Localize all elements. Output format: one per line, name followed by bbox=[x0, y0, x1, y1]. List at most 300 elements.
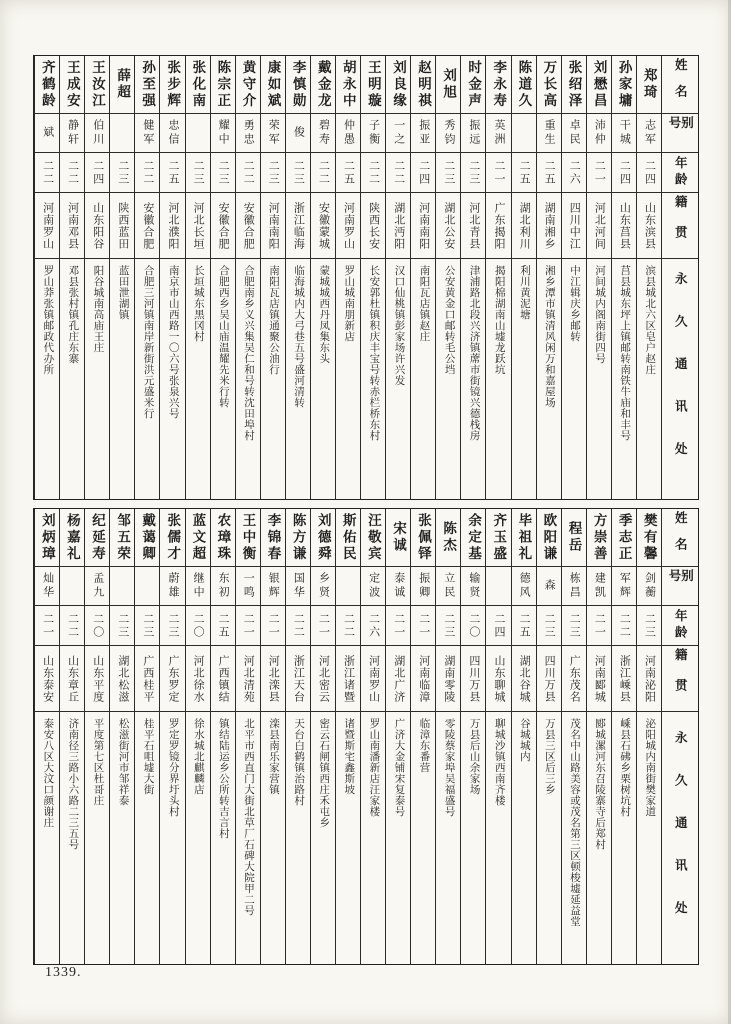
entry-column bbox=[410, 509, 435, 964]
name-cell: 陈杰 bbox=[436, 509, 460, 567]
age-cell: 二三 bbox=[286, 153, 310, 193]
age-cell: 二二 bbox=[386, 153, 410, 193]
entry-column bbox=[335, 56, 360, 499]
address-cell: 广济大金铺宋复泰号 bbox=[393, 718, 405, 817]
native-place-cell: 广东罗定 bbox=[160, 646, 184, 712]
name-cell: 齐玉盛 bbox=[486, 509, 510, 567]
address-cell: 湘乡潭市镇清风闲万和嘉屋场 bbox=[543, 265, 555, 408]
native-place-cell: 湖南零陵 bbox=[436, 646, 460, 712]
entry-column bbox=[435, 56, 460, 499]
address-cell: 北平市西直门大街北草厂石碑大院甲二号 bbox=[242, 718, 254, 916]
address-cell: 临海城内大弓巷五号盛河清转 bbox=[293, 265, 305, 408]
name-cell: 张化南 bbox=[186, 56, 210, 114]
alias-cell: 斌 bbox=[35, 114, 59, 153]
age-cell: 二六 bbox=[562, 153, 586, 193]
native-place-cell: 广西桂平 bbox=[135, 646, 159, 712]
address-cell: 津浦路北段兴济镇蓆市街镜兴德栈房 bbox=[468, 265, 480, 441]
native-place-cell: 四川万县 bbox=[461, 646, 485, 712]
entry-column bbox=[134, 509, 159, 964]
name-cell: 胡永中 bbox=[336, 56, 360, 114]
alias-cell: 卓民 bbox=[562, 114, 586, 153]
name-cell: 蓝文超 bbox=[186, 509, 210, 567]
native-place-cell: 河南罗山 bbox=[361, 646, 385, 712]
age-cell: 二四 bbox=[637, 153, 661, 193]
name-cell: 张步辉 bbox=[160, 56, 184, 114]
age-cell: 二二 bbox=[60, 606, 84, 646]
header-label-address: 永久通讯处 bbox=[673, 271, 688, 485]
age-cell: 二五 bbox=[512, 606, 536, 646]
age-cell: 二三 bbox=[537, 606, 561, 646]
address-cell: 嵊县石砩乡栗树坑村 bbox=[619, 718, 631, 817]
name-cell: 杨嘉礼 bbox=[60, 509, 84, 567]
entry-column bbox=[636, 56, 661, 499]
entry-column bbox=[134, 56, 159, 499]
entry-column bbox=[485, 509, 510, 964]
age-cell: 二五 bbox=[336, 153, 360, 193]
page-number: 1339. bbox=[45, 965, 82, 980]
alias-cell: 乡贤 bbox=[311, 567, 335, 606]
address-cell: 南阳瓦店镇赵庄 bbox=[418, 265, 430, 342]
entry-column bbox=[310, 56, 335, 499]
native-place-cell: 四川万县 bbox=[537, 646, 561, 712]
name-cell: 刘旭 bbox=[436, 56, 460, 114]
native-place-cell: 广西镇结 bbox=[211, 646, 235, 712]
address-cell: 诸暨斯宅鑫斯坡 bbox=[343, 718, 355, 795]
address-cell: 聊城沙镇西南齐楼 bbox=[493, 718, 505, 806]
alias-cell: 东初 bbox=[211, 567, 235, 606]
entry-column bbox=[460, 509, 485, 964]
alias-cell: 振远 bbox=[461, 114, 485, 153]
name-cell: 李永寿 bbox=[486, 56, 510, 114]
age-cell: 二二 bbox=[612, 606, 636, 646]
name-cell: 王成安 bbox=[60, 56, 84, 114]
name-cell: 张绍泽 bbox=[562, 56, 586, 114]
address-cell: 郾城漯河东召陵寨寺后郑村 bbox=[594, 718, 606, 850]
header-column-bottom bbox=[661, 509, 698, 964]
native-place-cell: 山东莒县 bbox=[612, 193, 636, 259]
age-cell: 二二 bbox=[60, 153, 84, 193]
native-place-cell: 湖北谷城 bbox=[512, 646, 536, 712]
native-place-cell: 湖北利川 bbox=[512, 193, 536, 259]
name-cell: 张佩铎 bbox=[411, 509, 435, 567]
entry-column bbox=[260, 509, 285, 964]
name-cell: 孙至强 bbox=[135, 56, 159, 114]
age-cell: 二一 bbox=[486, 153, 510, 193]
address-cell: 长垣城东黑冈村 bbox=[192, 265, 204, 342]
alias-cell: 耀中 bbox=[211, 114, 235, 153]
age-cell: 二三 bbox=[186, 153, 210, 193]
age-cell: 二三 bbox=[436, 153, 460, 193]
alias-cell: 碧寿 bbox=[311, 114, 335, 153]
name-cell: 刘良缘 bbox=[386, 56, 410, 114]
name-cell: 孙家墉 bbox=[612, 56, 636, 114]
address-cell: 长安郭杜镇积庆丰宝号转赤栏桥东村 bbox=[368, 265, 380, 441]
address-cell: 茂名中山路美容或茂名第三区顿梭墟延益堂 bbox=[568, 718, 580, 927]
entry-column bbox=[636, 509, 661, 964]
alias-cell: 灿华 bbox=[35, 567, 59, 606]
alias-cell bbox=[512, 114, 536, 153]
alias-cell bbox=[135, 567, 159, 606]
address-cell: 汉口仙桃镇彭家场许兴发 bbox=[393, 265, 405, 386]
native-place-cell: 河北滦县 bbox=[261, 646, 285, 712]
native-place-cell: 广东揭阳 bbox=[486, 193, 510, 259]
native-place-cell: 浙江诸暨 bbox=[336, 646, 360, 712]
age-cell: 二一 bbox=[261, 606, 285, 646]
alias-cell: 重生 bbox=[537, 114, 561, 153]
tables-area bbox=[33, 55, 699, 965]
address-cell: 谷城城内 bbox=[518, 718, 530, 762]
address-cell: 密云石闸镇西庄禾屯乡 bbox=[318, 718, 330, 828]
age-cell: 二〇 bbox=[461, 606, 485, 646]
native-place-cell: 山东泰安 bbox=[35, 646, 59, 712]
age-cell: 二五 bbox=[211, 606, 235, 646]
native-place-cell: 陕西蓝田 bbox=[110, 193, 134, 259]
address-cell: 利川黄泥塘 bbox=[518, 265, 530, 320]
address-cell: 零陵蔡家埠吴福盛号 bbox=[443, 718, 455, 817]
native-place-cell: 山东平度 bbox=[85, 646, 109, 712]
native-place-cell: 湖北沔阳 bbox=[386, 193, 410, 259]
name-cell: 余定基 bbox=[461, 509, 485, 567]
native-place-cell: 安徽合肥 bbox=[236, 193, 260, 259]
native-place-cell: 河南南阳 bbox=[261, 193, 285, 259]
alias-cell: 仲愚 bbox=[336, 114, 360, 153]
entry-column bbox=[285, 509, 310, 964]
address-cell: 蓝田泄湖镇 bbox=[117, 265, 129, 320]
native-place-cell: 河南罗山 bbox=[35, 193, 59, 259]
address-cell: 阳谷城南高庙王庄 bbox=[92, 265, 104, 353]
alias-cell: 振卿 bbox=[411, 567, 435, 606]
entry-column bbox=[360, 509, 385, 964]
alias-cell: 荣军 bbox=[261, 114, 285, 153]
age-cell: 二二 bbox=[336, 606, 360, 646]
alias-cell: 继中 bbox=[186, 567, 210, 606]
name-cell: 张儒才 bbox=[160, 509, 184, 567]
address-cell: 天台白鹤镇治路村 bbox=[293, 718, 305, 806]
address-cell: 罗定罗镜分界圩头村 bbox=[167, 718, 179, 817]
native-place-cell: 河北徐水 bbox=[186, 646, 210, 712]
entry-column bbox=[360, 56, 385, 499]
name-cell: 陈宗正 bbox=[211, 56, 235, 114]
alias-cell: 勇忠 bbox=[236, 114, 260, 153]
address-cell: 蒙城城西丹凤集东头 bbox=[318, 265, 330, 364]
alias-cell: 干城 bbox=[612, 114, 636, 153]
alias-cell: 志军 bbox=[637, 114, 661, 153]
native-place-cell: 山东聊城 bbox=[486, 646, 510, 712]
name-cell: 戴金龙 bbox=[311, 56, 335, 114]
native-place-cell: 湖北公安 bbox=[436, 193, 460, 259]
native-place-cell: 四川中江 bbox=[562, 193, 586, 259]
name-cell: 戴蔼卿 bbox=[135, 509, 159, 567]
age-cell: 二一 bbox=[311, 606, 335, 646]
native-place-cell: 河北密云 bbox=[311, 646, 335, 712]
name-cell: 邹五荣 bbox=[110, 509, 134, 567]
alias-cell: 德风 bbox=[512, 567, 536, 606]
alias-cell: 一之 bbox=[386, 114, 410, 153]
native-place-cell: 河北濮阳 bbox=[160, 193, 184, 259]
registry-table-bottom bbox=[33, 508, 699, 965]
age-cell: 二三 bbox=[562, 606, 586, 646]
header-label-age: 年龄 bbox=[662, 606, 698, 646]
native-place-cell: 河北清苑 bbox=[236, 646, 260, 712]
alias-cell bbox=[486, 567, 510, 606]
native-place-cell: 湖南湘乡 bbox=[537, 193, 561, 259]
age-cell: 二二 bbox=[286, 606, 310, 646]
alias-cell: 沛仲 bbox=[587, 114, 611, 153]
alias-cell: 秀钧 bbox=[436, 114, 460, 153]
name-cell: 农璋珠 bbox=[211, 509, 235, 567]
alias-cell: 俊 bbox=[286, 114, 310, 153]
alias-cell: 英洲 bbox=[486, 114, 510, 153]
alias-cell: 孟九 bbox=[85, 567, 109, 606]
native-place-cell: 安徽合肥 bbox=[135, 193, 159, 259]
header-label-native: 籍贯 bbox=[662, 193, 698, 259]
age-cell: 二三 bbox=[110, 606, 134, 646]
entry-column bbox=[159, 509, 184, 964]
address-cell: 合肥三河镇南岸新街洪元盛米行 bbox=[142, 265, 154, 419]
entry-column bbox=[536, 56, 561, 499]
entry-column bbox=[210, 509, 235, 964]
entry-column bbox=[511, 56, 536, 499]
name-cell: 宋诚 bbox=[386, 509, 410, 567]
name-cell: 毕祖礼 bbox=[512, 509, 536, 567]
age-cell: 二四 bbox=[85, 153, 109, 193]
address-cell: 徐水城北麒麟店 bbox=[192, 718, 204, 795]
header-label-name: 姓名 bbox=[662, 509, 698, 567]
entry-column bbox=[109, 509, 134, 964]
entry-column bbox=[385, 56, 410, 499]
address-cell: 滨县城北六区皂户赵庄 bbox=[644, 265, 656, 375]
alias-cell bbox=[110, 567, 134, 606]
name-cell: 方崇善 bbox=[587, 509, 611, 567]
alias-cell bbox=[110, 114, 134, 153]
alias-cell: 军辉 bbox=[612, 567, 636, 606]
name-cell: 李锦春 bbox=[261, 509, 285, 567]
entry-column bbox=[59, 56, 84, 499]
header-label-age: 年龄 bbox=[662, 153, 698, 193]
age-cell: 二一 bbox=[411, 606, 435, 646]
address-cell: 河间城内阁南街四号 bbox=[594, 265, 606, 364]
alias-cell bbox=[186, 114, 210, 153]
native-place-cell: 湖北松滋 bbox=[110, 646, 134, 712]
entry-column bbox=[210, 56, 235, 499]
entry-column bbox=[561, 509, 586, 964]
age-cell: 二二 bbox=[311, 153, 335, 193]
native-place-cell: 河北长垣 bbox=[186, 193, 210, 259]
entry-column bbox=[185, 56, 210, 499]
address-cell: 镇结陆运乡公所转吉言村 bbox=[217, 718, 229, 839]
entry-column bbox=[260, 56, 285, 499]
entry-column bbox=[611, 56, 636, 499]
native-place-cell: 山东章丘 bbox=[60, 646, 84, 712]
address-cell: 桂平石咀墟大街 bbox=[142, 718, 154, 795]
name-cell: 欧阳谦 bbox=[537, 509, 561, 567]
native-place-cell: 河南罗山 bbox=[336, 193, 360, 259]
native-place-cell: 安徽合肥 bbox=[211, 193, 235, 259]
name-cell: 时金声 bbox=[461, 56, 485, 114]
entry-column bbox=[611, 509, 636, 964]
age-cell: 二三 bbox=[461, 153, 485, 193]
name-cell: 王汝江 bbox=[85, 56, 109, 114]
alias-cell: 建凯 bbox=[587, 567, 611, 606]
entry-column bbox=[485, 56, 510, 499]
name-cell: 万长高 bbox=[537, 56, 561, 114]
entry-column bbox=[586, 509, 611, 964]
age-cell: 二三 bbox=[436, 606, 460, 646]
alias-cell: 静轩 bbox=[60, 114, 84, 153]
name-cell: 齐鹤龄 bbox=[35, 56, 59, 114]
native-place-cell: 浙江临海 bbox=[286, 193, 310, 259]
age-cell: 二三 bbox=[160, 606, 184, 646]
native-place-cell: 山东滨县 bbox=[637, 193, 661, 259]
native-place-cell: 湖北广济 bbox=[386, 646, 410, 712]
entry-column bbox=[285, 56, 310, 499]
alias-cell bbox=[60, 567, 84, 606]
name-cell: 康如斌 bbox=[261, 56, 285, 114]
name-cell: 黄守介 bbox=[236, 56, 260, 114]
entry-column bbox=[34, 56, 59, 499]
alias-cell: 森 bbox=[537, 567, 561, 606]
name-cell: 刘懋昌 bbox=[587, 56, 611, 114]
age-cell: 二五 bbox=[160, 153, 184, 193]
address-cell: 罗山城南朋新店 bbox=[343, 265, 355, 342]
native-place-cell: 安徽蒙城 bbox=[311, 193, 335, 259]
entry-column bbox=[235, 56, 260, 499]
entry-column bbox=[385, 509, 410, 964]
entry-column bbox=[34, 509, 59, 964]
header-label-alias: 别号 bbox=[662, 567, 698, 606]
entry-column bbox=[310, 509, 335, 964]
age-cell: 二〇 bbox=[186, 606, 210, 646]
alias-cell: 忠信 bbox=[160, 114, 184, 153]
alias-cell: 输贤 bbox=[461, 567, 485, 606]
address-cell: 平度第七区杜哥庄 bbox=[92, 718, 104, 806]
age-cell: 二二 bbox=[236, 153, 260, 193]
address-cell: 松滋街河市邹祥泰 bbox=[117, 718, 129, 806]
header-label-native: 籍贯 bbox=[662, 646, 698, 712]
alias-cell: 剑蘅 bbox=[637, 567, 661, 606]
alias-cell: 伯川 bbox=[85, 114, 109, 153]
alias-cell: 子衡 bbox=[361, 114, 385, 153]
age-cell: 二三 bbox=[211, 153, 235, 193]
alias-cell: 定波 bbox=[361, 567, 385, 606]
alias-cell: 泰诚 bbox=[386, 567, 410, 606]
age-cell: 二六 bbox=[361, 606, 385, 646]
alias-cell: 振亚 bbox=[411, 114, 435, 153]
native-place-cell: 山东阳谷 bbox=[85, 193, 109, 259]
age-cell: 二二 bbox=[135, 153, 159, 193]
name-cell: 纪延寿 bbox=[85, 509, 109, 567]
address-cell: 万县三区后三乡 bbox=[543, 718, 555, 795]
entry-column bbox=[435, 509, 460, 964]
native-place-cell: 河南南阳 bbox=[411, 193, 435, 259]
entry-column bbox=[536, 509, 561, 964]
alias-cell: 一鸣 bbox=[236, 567, 260, 606]
address-cell: 滦县南乐家营镇 bbox=[268, 718, 280, 795]
entry-column bbox=[159, 56, 184, 499]
age-cell: 二三 bbox=[110, 153, 134, 193]
alias-cell: 银辉 bbox=[261, 567, 285, 606]
name-cell: 季志正 bbox=[612, 509, 636, 567]
native-place-cell: 河南泌阳 bbox=[637, 646, 661, 712]
native-place-cell: 广东茂名 bbox=[562, 646, 586, 712]
entry-column bbox=[84, 56, 109, 499]
age-cell: 二五 bbox=[537, 153, 561, 193]
header-column-top bbox=[661, 56, 698, 499]
name-cell: 程岳 bbox=[562, 509, 586, 567]
name-cell: 汪敬宾 bbox=[361, 509, 385, 567]
age-cell: 二四 bbox=[486, 606, 510, 646]
address-cell: 公安黄金口邮转毛公垱 bbox=[443, 265, 455, 375]
entry-column bbox=[109, 56, 134, 499]
entry-column bbox=[335, 509, 360, 964]
native-place-cell: 河北河间 bbox=[587, 193, 611, 259]
native-place-cell: 河南临漳 bbox=[411, 646, 435, 712]
age-cell: 二三 bbox=[261, 153, 285, 193]
name-cell: 刘德舜 bbox=[311, 509, 335, 567]
address-cell: 中江辑庆乡邮转 bbox=[568, 265, 580, 342]
native-place-cell: 浙江天台 bbox=[286, 646, 310, 712]
entry-column bbox=[460, 56, 485, 499]
age-cell: 二五 bbox=[512, 153, 536, 193]
header-label-address: 永久通讯处 bbox=[673, 730, 688, 944]
native-place-cell: 陕西长安 bbox=[361, 193, 385, 259]
alias-cell: 蔚雄 bbox=[160, 567, 184, 606]
name-cell: 樊有馨 bbox=[637, 509, 661, 567]
name-cell: 陈方谦 bbox=[286, 509, 310, 567]
name-cell: 陈道久 bbox=[512, 56, 536, 114]
age-cell: 二二 bbox=[35, 153, 59, 193]
address-cell: 泰安八区大汶口颜谢庄 bbox=[42, 718, 54, 828]
name-cell: 斯佑民 bbox=[336, 509, 360, 567]
entry-column bbox=[59, 509, 84, 964]
address-cell: 罗山南潘新店汪家楼 bbox=[368, 718, 380, 817]
address-cell: 济南径三路小六路二三五号 bbox=[67, 718, 79, 850]
native-place-cell: 河南郾城 bbox=[587, 646, 611, 712]
entry-column bbox=[84, 509, 109, 964]
address-cell: 泌阳城内南街樊家道 bbox=[644, 718, 656, 817]
native-place-cell: 河北青县 bbox=[461, 193, 485, 259]
address-cell: 万县后山余家场 bbox=[468, 718, 480, 795]
address-cell: 合肥西乡吴山庙温耀先米行转 bbox=[217, 265, 229, 408]
name-cell: 郑琦 bbox=[637, 56, 661, 114]
age-cell: 二一 bbox=[236, 606, 260, 646]
name-cell: 薛超 bbox=[110, 56, 134, 114]
entry-column bbox=[511, 509, 536, 964]
native-place-cell: 河南邓县 bbox=[60, 193, 84, 259]
registry-table-top bbox=[33, 55, 699, 500]
header-label-alias: 别号 bbox=[662, 114, 698, 153]
age-cell: 二一 bbox=[587, 153, 611, 193]
alias-cell bbox=[336, 567, 360, 606]
address-cell: 莒县城东坪上镇邮转南铁牛庙和丰号 bbox=[619, 265, 631, 441]
entry-column bbox=[185, 509, 210, 964]
alias-cell: 国华 bbox=[286, 567, 310, 606]
address-cell: 南阳瓦店镇通聚公油行 bbox=[268, 265, 280, 375]
age-cell: 二三 bbox=[135, 606, 159, 646]
entry-column bbox=[561, 56, 586, 499]
alias-cell: 栋昌 bbox=[562, 567, 586, 606]
name-cell: 王中衡 bbox=[236, 509, 260, 567]
address-cell: 南京市山西路一〇六号张泉兴号 bbox=[167, 265, 179, 419]
address-cell: 揭阳棉湖南山墟龙跃坑 bbox=[493, 265, 505, 375]
native-place-cell: 浙江嵊县 bbox=[612, 646, 636, 712]
entry-column bbox=[235, 509, 260, 964]
address-cell: 邓县张村镇孔庄东寨 bbox=[67, 265, 79, 364]
address-cell: 临漳东番营 bbox=[418, 718, 430, 773]
entry-column bbox=[586, 56, 611, 499]
header-label-name: 姓名 bbox=[662, 56, 698, 114]
name-cell: 赵明祺 bbox=[411, 56, 435, 114]
